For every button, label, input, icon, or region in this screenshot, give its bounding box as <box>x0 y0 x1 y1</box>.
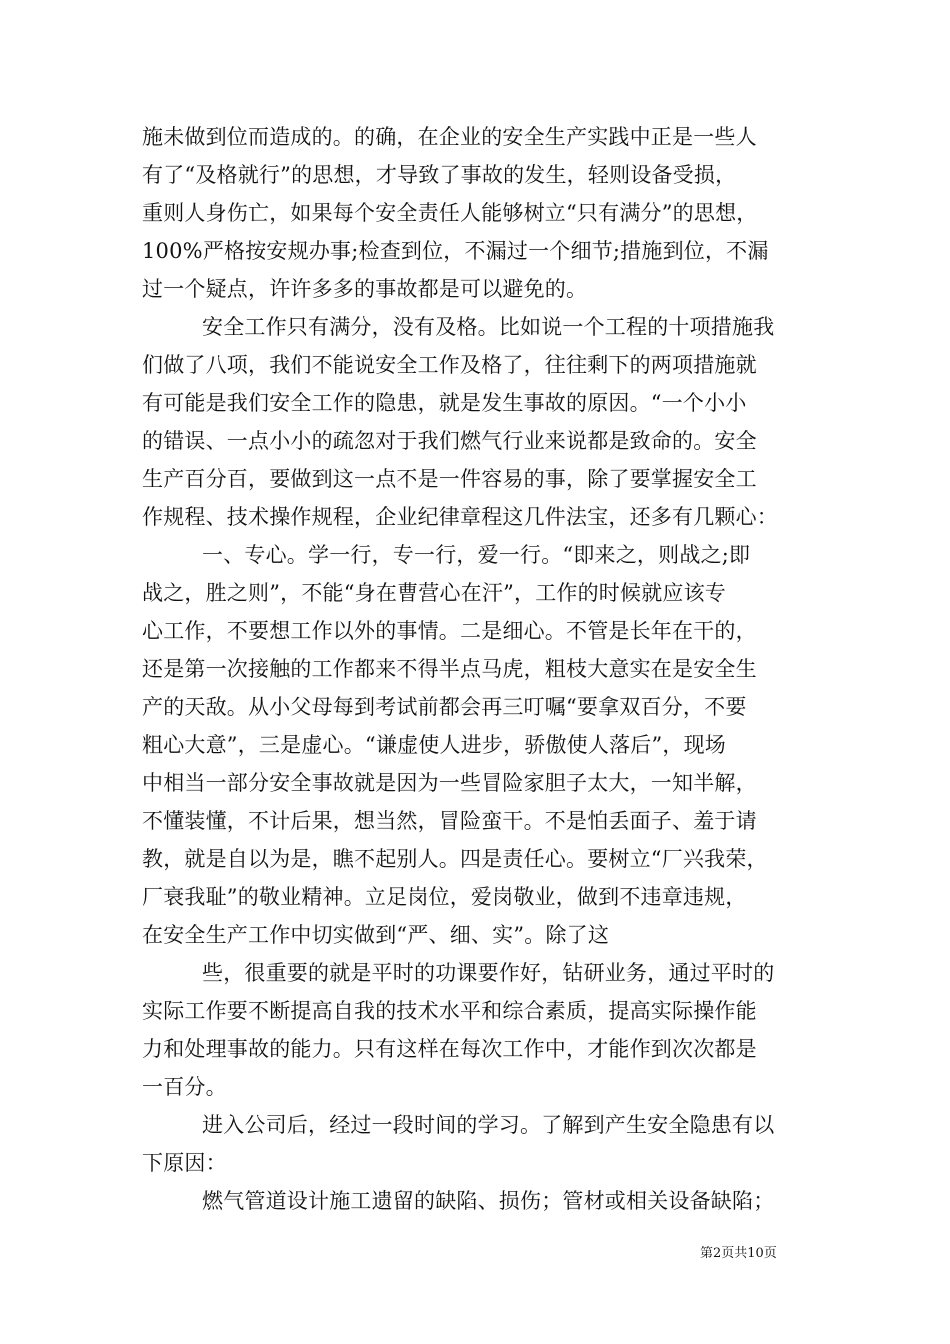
text-line: 100%严格按安规办事;检查到位，不漏过一个细节;措施到位，不漏 <box>142 239 769 263</box>
text-line: 们做了八项，我们不能说安全工作及格了，往往剩下的两项措施就 <box>142 353 757 377</box>
page-number: 第2页共10页 <box>700 1246 777 1261</box>
paragraph-start-line: 安全工作只有满分，没有及格。比如说一个工程的十项措施我 <box>202 315 775 339</box>
text-line: 的错误、一点小小的疏忽对于我们燃气行业来说都是致命的。安全 <box>142 429 757 453</box>
text-line: 在安全生产工作中切实做到“严、细、实”。除了这 <box>142 923 610 947</box>
body-text <box>142 118 817 1220</box>
text-line: 作规程、技术操作规程，企业纪律章程这几件法宝，还多有几颗心： <box>142 505 778 529</box>
text-line: 生产百分百，要做到这一点不是一件容易的事，除了要掌握安全工 <box>142 467 757 491</box>
text-line: 重则人身伤亡，如果每个安全责任人能够树立“只有满分”的思想， <box>142 201 758 225</box>
text-line: 厂衰我耻”的敬业精神。立足岗位，爱岗敬业，做到不违章违规， <box>142 885 747 909</box>
text-line: 下原因： <box>142 1151 227 1175</box>
text-line: 有可能是我们安全工作的隐患，就是发生事故的原因。“一个小小 <box>142 391 747 415</box>
paragraph-start-line: 燃气管道设计施工遗留的缺陷、损伤；管材或相关设备缺陷； <box>202 1189 775 1213</box>
text-line: 不懂装懂，不计后果，想当然，冒险蛮干。不是怕丢面子、羞于请 <box>142 809 757 833</box>
text-line: 还是第一次接触的工作都来不得半点马虎，粗枝大意实在是安全生 <box>142 657 757 681</box>
paragraph-start-line: 进入公司后，经过一段时间的学习。了解到产生安全隐患有以 <box>202 1113 775 1137</box>
text-line: 一百分。 <box>142 1075 227 1099</box>
text-line: 战之，胜之则”，不能“身在曹营心在汗”，工作的时候就应该专 <box>142 581 727 605</box>
text-line: 粗心大意”，三是虚心。“谦虚使人进步，骄傲使人落后”，现场 <box>142 733 727 757</box>
text-line: 心工作，不要想工作以外的事情。二是细心。不管是长年在干的， <box>142 619 757 643</box>
text-line: 过一个疑点，许许多多的事故都是可以避免的。 <box>142 277 588 301</box>
paragraph-start-line: 些，很重要的就是平时的功课要作好，钻研业务，通过平时的 <box>202 961 775 985</box>
text-line: 中相当一部分安全事故就是因为一些冒险家胆子太大，一知半解， <box>142 771 757 795</box>
text-line: 施未做到位而造成的。的确，在企业的安全生产实践中正是一些人 <box>142 125 757 149</box>
text-line: 有了“及格就行”的思想，才导致了事故的发生，轻则设备受损， <box>142 163 737 187</box>
text-line: 产的天敌。从小父母每到考试前都会再三叮嘱“要拿双百分，不要 <box>142 695 747 719</box>
text-line: 教，就是自以为是，瞧不起别人。四是责任心。要树立“厂兴我荣， <box>142 847 768 871</box>
paragraph-start-line: 一、专心。学一行，专一行，爱一行。“即来之，则战之;即 <box>202 543 751 567</box>
text-line: 力和处理事故的能力。只有这样在每次工作中，才能作到次次都是 <box>142 1037 757 1061</box>
text-line: 实际工作要不断提高自我的技术水平和综合素质，提高实际操作能 <box>142 999 757 1023</box>
